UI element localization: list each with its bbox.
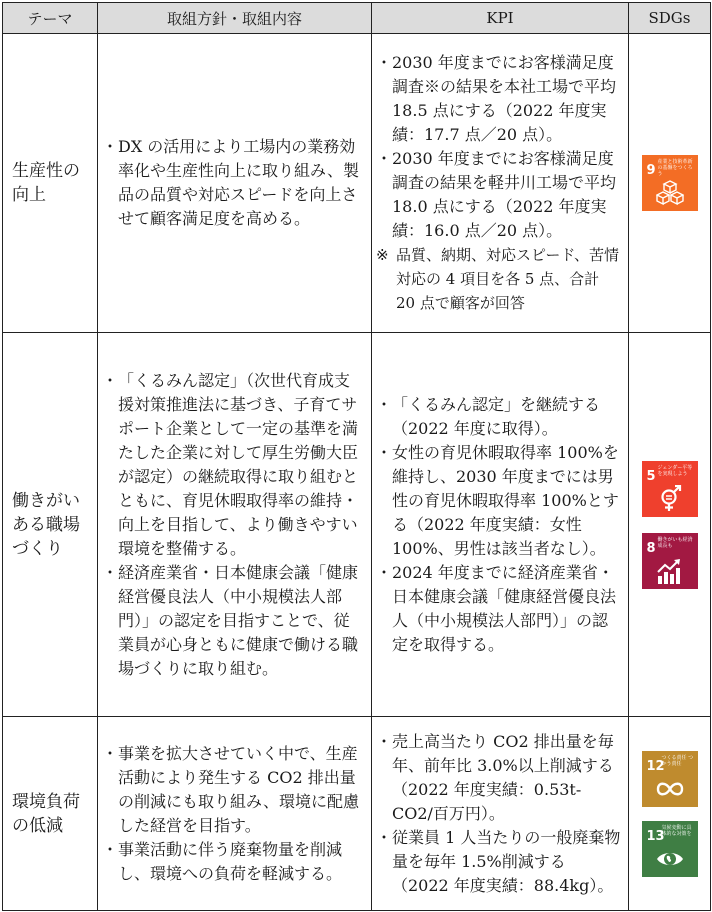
sdgs-cell bbox=[629, 34, 711, 333]
sdg-number: 13 bbox=[646, 828, 665, 844]
sdg-badge-9 bbox=[642, 155, 698, 211]
infinity-icon bbox=[656, 775, 684, 803]
sdgs-cell bbox=[629, 333, 711, 717]
sdg-label: 産業と技術革新の基盤をつくろう bbox=[657, 159, 693, 177]
gender-equality-icon bbox=[656, 485, 684, 513]
cubes-icon bbox=[656, 179, 684, 207]
policy-item: ・ 事業活動に伴う廃棄物量を削減し、環境への負荷を軽減する。 bbox=[102, 838, 365, 886]
policy-cell bbox=[98, 34, 372, 333]
sdg-number: 9 bbox=[646, 163, 656, 178]
header-kpi: KPI bbox=[372, 3, 629, 34]
kpi-item: ・ 2024 年度までに経済産業省・日本健康会議「健康経営優良法人（中小規模法人部門）」の認定を取得する。 bbox=[376, 561, 622, 657]
policy-item: ・ 事業を拡大させていく中で、生産活動により発生する CO2 排出量の削減にも取り組み、環境に配慮した経営を目指す。 bbox=[102, 742, 365, 838]
sdgs-table bbox=[2, 2, 711, 911]
sdg-badge-8 bbox=[642, 533, 698, 589]
sdg-number: 8 bbox=[646, 540, 656, 556]
table-row bbox=[3, 717, 711, 911]
kpi-cell bbox=[372, 717, 629, 911]
kpi-item: ・ 2030 年度までにお客様満足度調査の結果を軽井川工場で平均 18.0 点にする（2022 年度実績：16.0 点／20 点）。 bbox=[376, 147, 622, 243]
table-row bbox=[3, 34, 711, 333]
sdg-badge-5 bbox=[642, 461, 698, 517]
header-row bbox=[3, 3, 711, 34]
sdg-number: 5 bbox=[646, 468, 656, 484]
header-sdgs: SDGs bbox=[629, 3, 711, 34]
policy-cell bbox=[98, 333, 372, 717]
header-theme: テーマ bbox=[3, 3, 98, 34]
theme-cell: 生産性の向上 bbox=[3, 34, 98, 333]
header-policy: 取組方針・取組内容 bbox=[98, 3, 372, 34]
table-row bbox=[3, 333, 711, 717]
kpi-item: ・ 従業員 1 人当たりの一般廃棄物量を毎年 1.5%削減する（2022 年度実績：88.4kg）。 bbox=[376, 826, 622, 898]
kpi-cell bbox=[372, 333, 629, 717]
sdg-label: 気候変動に具体的な対策を bbox=[661, 824, 692, 837]
policy-item: ・ 「くるみん認定」（次世代育成支援対策推進法に基づき、子育てサポート企業として一定の基準を満たした企業に対して厚生労働大臣が認定）の継続取得に取り組むとともに、育児休暇取得率の維持・向上を目指して、より働きやすい環境を整備する。 bbox=[102, 369, 365, 561]
policy-item: ・ 経済産業省・日本健康会議「健康経営優良法人（中小規模法人部門）」の認定を目指すことで、従業員が心身ともに健康で働ける職場づくりに取り組む。 bbox=[102, 561, 365, 681]
sdgs-cell bbox=[629, 717, 711, 911]
sdg-badge-12 bbox=[642, 751, 698, 807]
kpi-cell bbox=[372, 34, 629, 333]
kpi-note: ※ 品質、納期、対応スピード、苦情対応の 4 項目を各 5 点、合計 20 点で顧客が回答 bbox=[376, 243, 622, 315]
eye-globe-icon bbox=[656, 845, 684, 873]
policy-cell bbox=[98, 717, 372, 911]
kpi-item: ・ 売上高当たり CO2 排出量を毎年、前年比 3.0%以上削減する（2022 年度実績：0.53t-CO2/百万円）。 bbox=[376, 730, 622, 826]
sdg-label: ジェンダー平等を実現しよう bbox=[657, 464, 693, 477]
sdg-number: 12 bbox=[646, 758, 665, 774]
sdg-label: 働きがいも経済成長も bbox=[657, 536, 693, 549]
sdg-badge-13 bbox=[642, 821, 698, 877]
growth-chart-icon bbox=[656, 557, 684, 585]
policy-item: ・ DX の活用により工場内の業務効率化や生産性向上に取り組み、製品の品質や対応スピードを向上させて顧客満足度を高める。 bbox=[102, 135, 365, 231]
kpi-item: ・ 女性の育児休暇取得率 100%を維持し、2030 年度までには男性の育児休暇取得率 100%とする（2022 年度実績：女性 100%、男性は該当者なし）。 bbox=[376, 441, 622, 561]
sdg-label: つくる責任 つかう責任 bbox=[661, 754, 694, 767]
kpi-item: ・ 2030 年度までにお客様満足度調査※の結果を本社工場で平均 18.5 点にする（2022 年度実績：17.7 点／20 点）。 bbox=[376, 51, 622, 147]
theme-cell: 環境負荷の低減 bbox=[3, 717, 98, 911]
theme-cell: 働きがいある職場づくり bbox=[3, 333, 98, 717]
kpi-item: ・ 「くるみん認定」を継続する（2022 年度に取得）。 bbox=[376, 393, 622, 441]
